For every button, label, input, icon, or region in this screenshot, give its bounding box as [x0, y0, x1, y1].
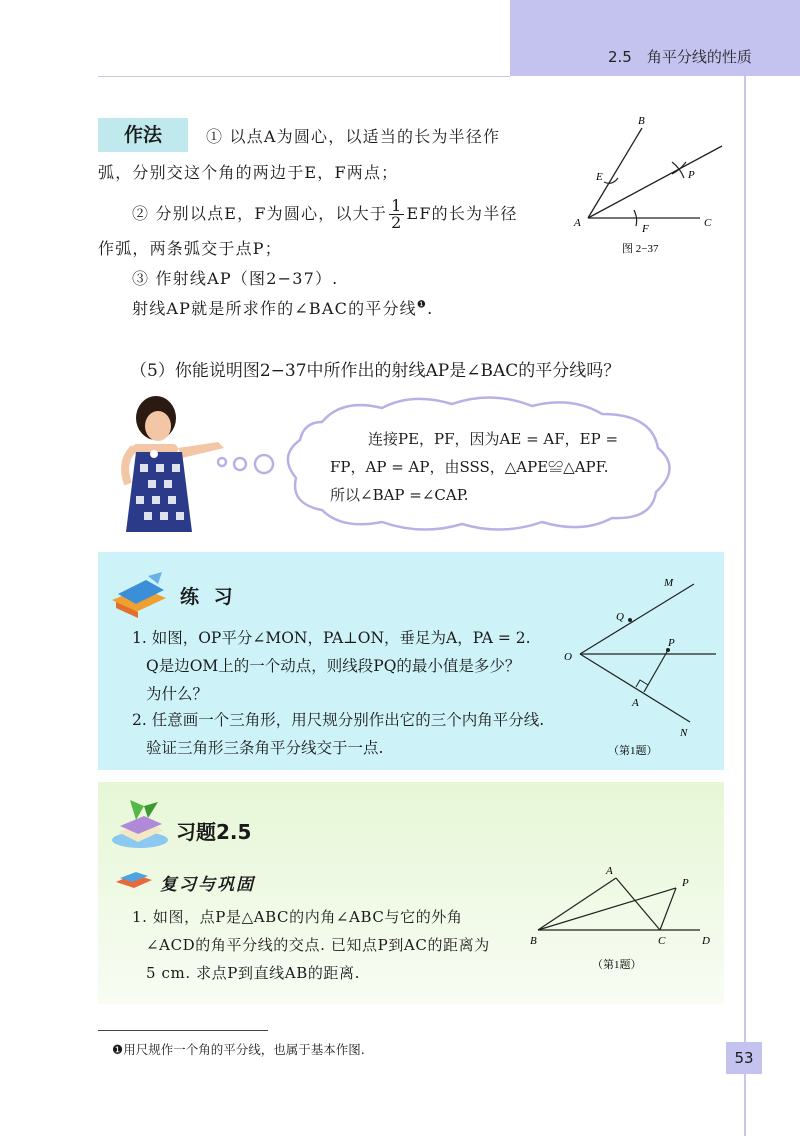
exercise-title: 练 习	[180, 586, 237, 608]
method-conclusion	[132, 296, 433, 319]
label-d: D	[702, 935, 710, 947]
exercise-q1-line-3: 为什么？	[146, 685, 209, 703]
label-a: A	[574, 217, 581, 229]
label-f: F	[642, 223, 649, 235]
label-p: P	[682, 877, 689, 889]
problem-figure-caption: （第1题）	[592, 959, 642, 971]
problem-figure	[524, 860, 724, 980]
method-step-2	[132, 198, 518, 231]
method-step-2-pre: ② 分别以点E，F为圆心，以大于	[132, 204, 388, 223]
method-step-1: ① 以点A为圆心，以适当的长为半径作	[206, 127, 501, 146]
question-5: （5）你能说明图2−37中所作出的射线AP是∠BAC的平分线吗？	[130, 361, 621, 381]
segment-pa	[644, 650, 668, 692]
label-m: M	[664, 577, 674, 589]
label-o: O	[564, 651, 572, 663]
exercise-q2-line-1: 2. 任意画一个三角形，用尺规分别作出它的三个内角平分线.	[132, 711, 545, 729]
fraction-numerator: 1	[391, 196, 403, 215]
exercise-figure-caption: （第1题）	[608, 745, 658, 757]
figure-caption: 图 2−37	[622, 243, 659, 255]
label-b: B	[638, 115, 645, 127]
method-step-2-post: EF的长为半径	[406, 204, 518, 223]
footnote-marker: ❶	[416, 299, 428, 311]
fraction-denominator: 2	[391, 213, 403, 232]
problems-title: 习题2.5	[176, 820, 252, 844]
segment-ba	[538, 878, 616, 930]
method-step-1-cont: 弧，分别交这个角的两边于E，F两点；	[98, 163, 399, 182]
exercise-q1-line-1: 1. 如图，OP平分∠MON，PA⊥ON，垂足为A，PA = 2.	[132, 629, 531, 647]
label-c: C	[704, 217, 712, 229]
review-icon	[112, 868, 156, 892]
label-q: Q	[616, 611, 624, 623]
right-angle-mark	[636, 680, 648, 687]
label-p: P	[688, 169, 695, 181]
cloud-line-1: 连接PE，PF，因为AE = AF，EP =	[368, 430, 619, 448]
ray-on	[580, 654, 690, 722]
footnote: ❶用尺规作一个角的平分线，也属于基本作图.	[112, 1042, 365, 1057]
figure-2-37	[560, 110, 740, 260]
margin-rule	[744, 76, 746, 1136]
ray-ap	[588, 146, 722, 218]
problem-1-line-2: ∠ACD的角平分线的交点. 已知点P到AC的距离为	[146, 936, 490, 954]
label-a: A	[632, 697, 639, 709]
exercise-q2-line-2: 验证三角形三条角平分线交于一点.	[146, 739, 384, 757]
label-p: P	[668, 637, 675, 649]
exercise-icon	[108, 570, 172, 620]
method-conclusion-text: 射线AP就是所求作的∠BAC的平分线	[132, 299, 417, 318]
label-b: B	[530, 935, 537, 947]
segment-cp	[660, 888, 676, 930]
label-n: N	[680, 727, 688, 739]
section-title: 2.5 角平分线的性质	[608, 48, 752, 66]
review-title: 复习与巩固	[160, 875, 255, 895]
header-rule	[98, 76, 510, 77]
label-e: E	[596, 171, 603, 183]
footnote-rule	[98, 1030, 268, 1031]
label-c: C	[658, 935, 666, 947]
method-label: 作法	[98, 118, 188, 152]
problems-icon	[108, 796, 172, 850]
ray-om	[580, 584, 694, 654]
method-step-3: ③ 作射线AP（图2−37）.	[132, 269, 339, 288]
cloud-line-2: FP，AP = AP，由SSS，△APE≌△APF.	[330, 458, 609, 476]
point-q	[628, 618, 632, 622]
problem-1-line-3: 5 cm. 求点P到直线AB的距离.	[146, 964, 360, 982]
page-number: 53	[726, 1042, 762, 1074]
exercise-figure	[560, 570, 730, 764]
exercise-q1-line-2: Q是边OM上的一个动点，则线段PQ的最小值是多少？	[146, 657, 521, 675]
problem-1-line-1: 1. 如图，点P是△ABC的内角∠ABC与它的外角	[132, 908, 463, 926]
method-step-2-cont: 作弧，两条弧交于点P；	[98, 239, 282, 258]
label-a: A	[606, 865, 613, 877]
method-conclusion-end: .	[427, 299, 434, 318]
cloud-line-3: 所以∠BAP =∠CAP.	[330, 486, 469, 504]
fraction-half	[389, 198, 404, 231]
